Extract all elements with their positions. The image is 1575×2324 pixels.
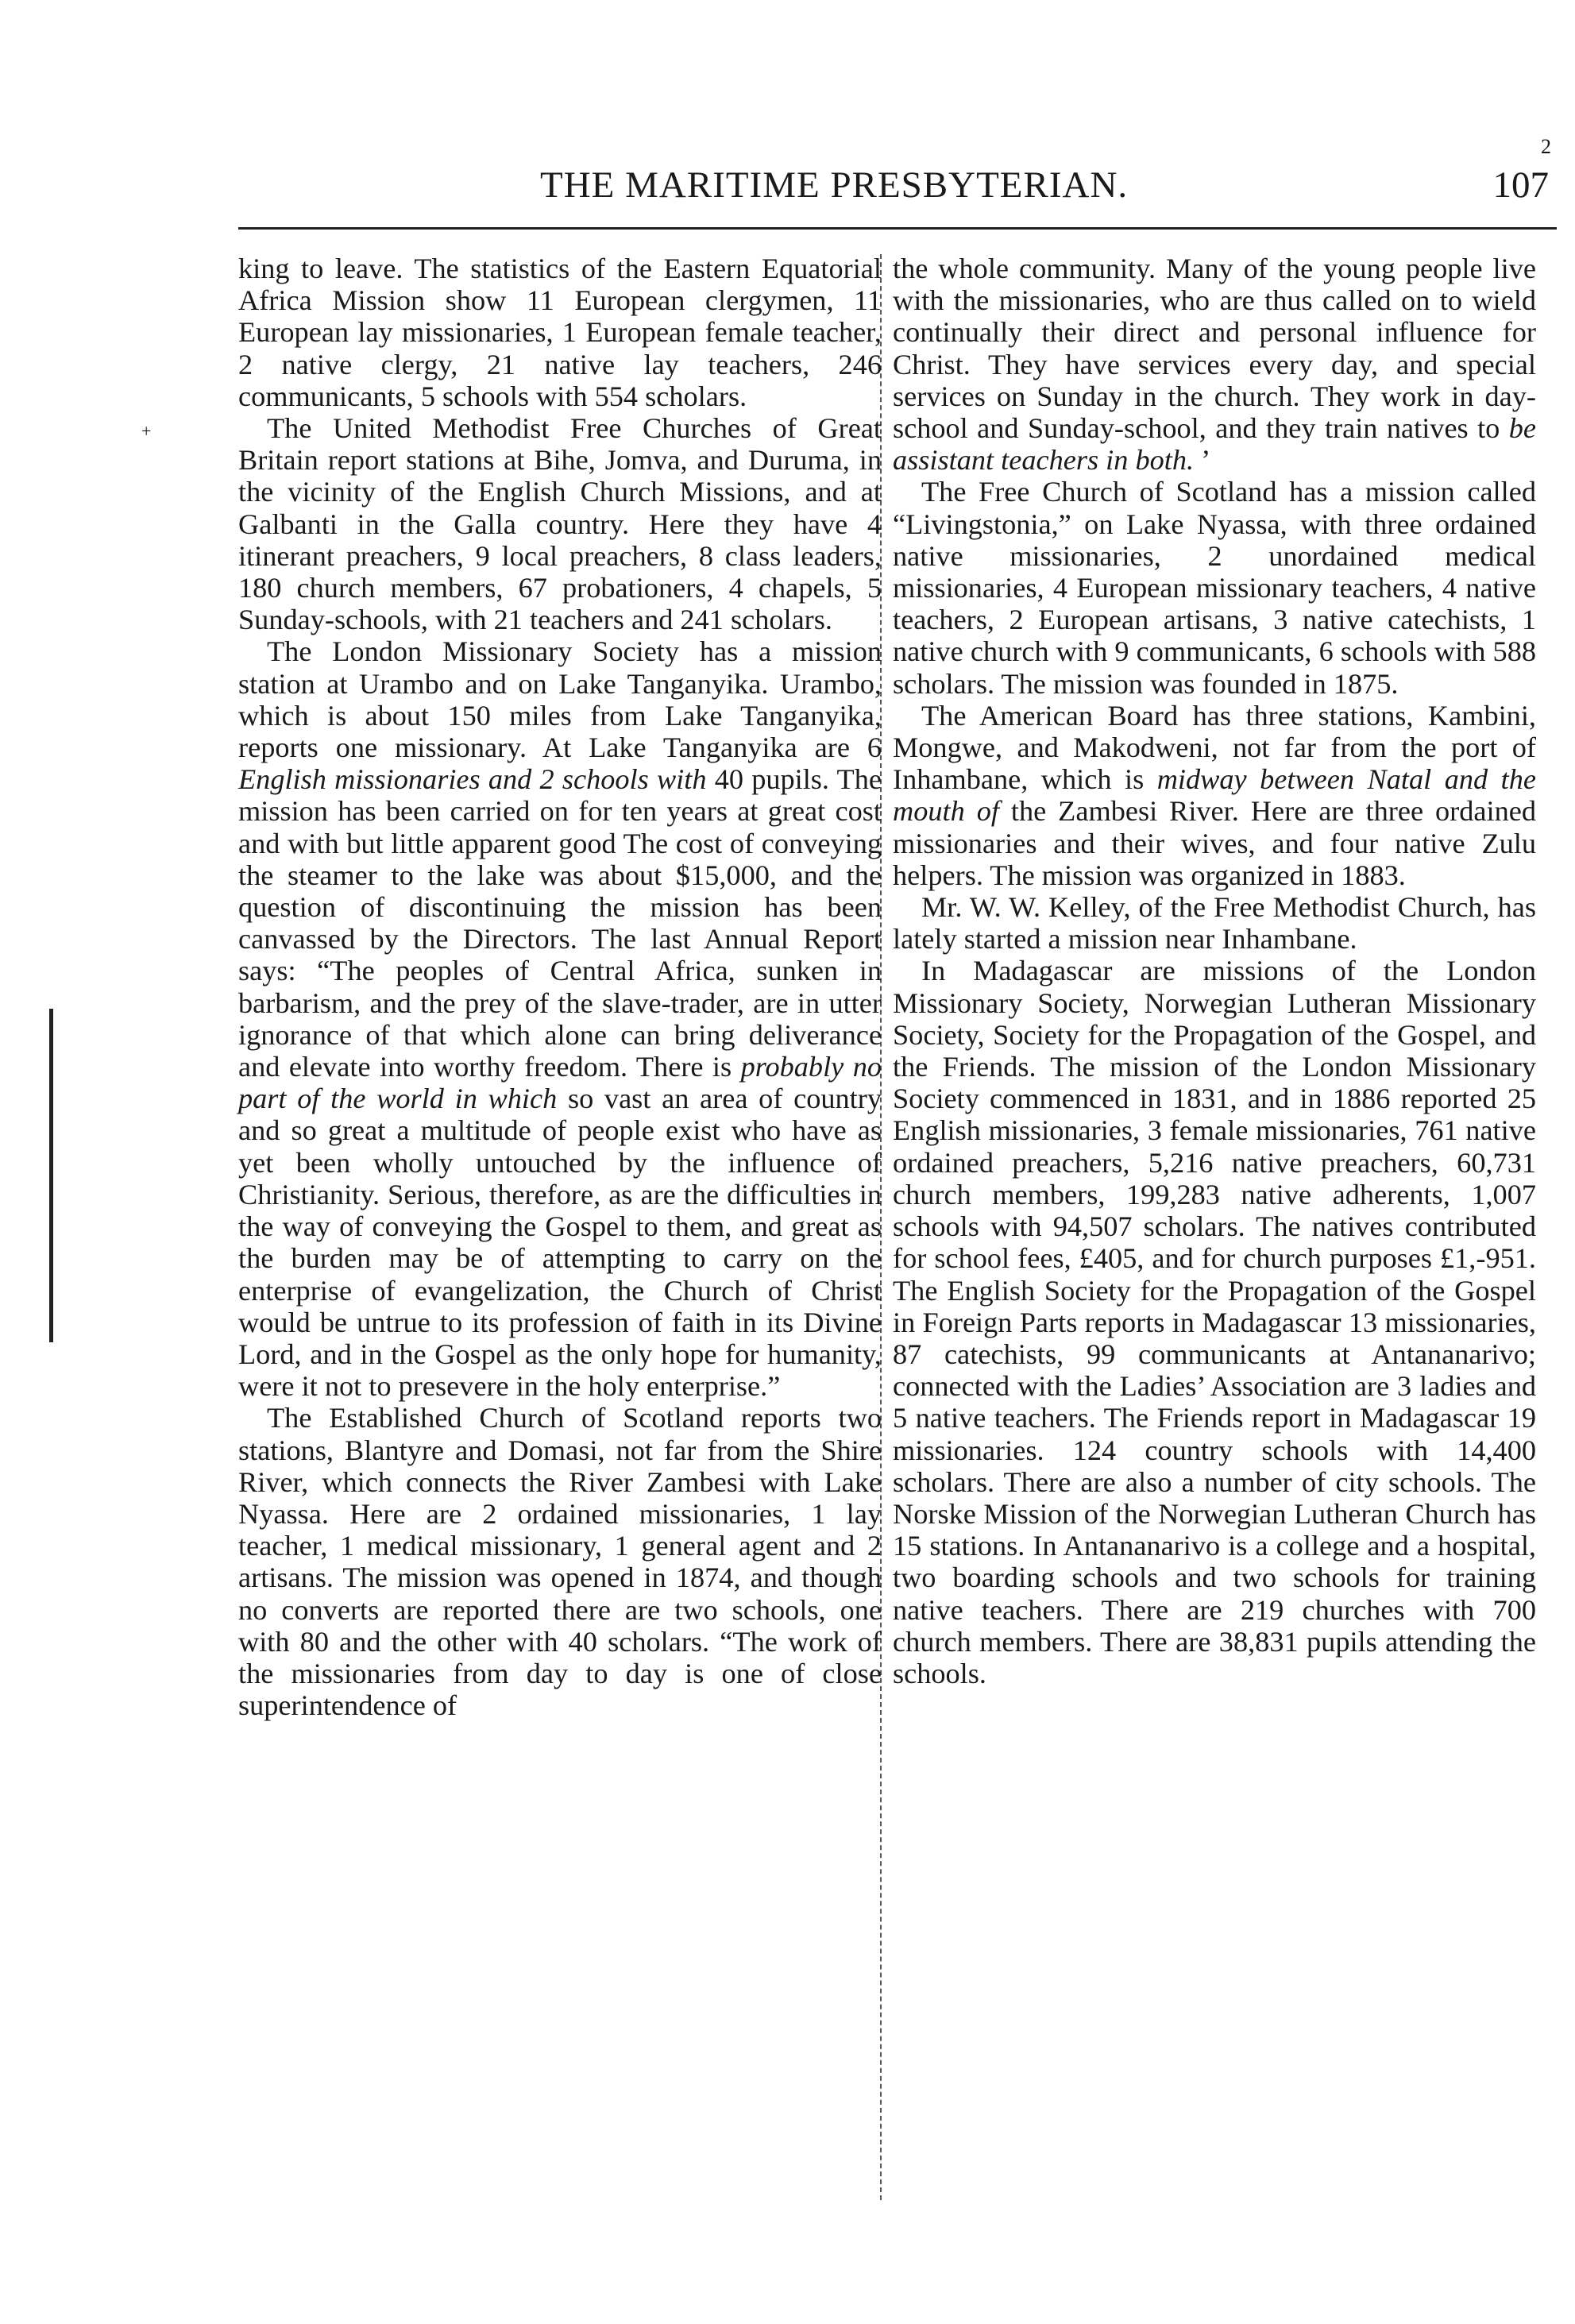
header-rule (238, 227, 1557, 230)
left-column (238, 253, 882, 1721)
text-run: ’ (1194, 444, 1211, 477)
paragraph-london-missionary (238, 635, 882, 1402)
text-run: The London Missionary Society has a mission station at Urambo and on Lake Tanganyika. Urambo, which is about 150 miles from Lake Tanganyika, reports one missionary. At Lake Tanganyika are 6 (238, 635, 882, 764)
italic-run: be assistant teachers in both. (893, 412, 1536, 477)
paragraph-united-methodist: The United Methodist Free Churches of Great Britain report stations at Bihe, Jomva, and Duruma, in the vicinity of the English Church Missions, and at Galbanti in the Galla country. Here they have 4 itinerant preachers, 9 local preachers, 8 class leaders, 180 church members, 67 probationers, 4 chapels, 5 Sunday-schools, with 21 teachers and 241 scholars. (238, 412, 882, 636)
right-column (893, 253, 1536, 1689)
italic-run: midway between Natal and the mouth of (893, 763, 1536, 828)
italic-run: English missionaries and 2 schools with (238, 763, 707, 796)
paragraph-american-board (893, 700, 1536, 891)
text-run: The American Board has three stations, Kambini, Mongwe, and Makodweni, not far from the port of Inhambane, which is (893, 699, 1536, 796)
publication-title: THE MARITIME PRESBYTERIAN. (540, 164, 1129, 206)
paragraph-whole-community (893, 253, 1536, 476)
text-run: 40 pupils. The mission has been carried on for ten years at great cost and with but little apparent good The cost of conveying the steamer to the lake was about $15,000, and the question of discontinuing the mission has been canvassed by the Directors. The last Annual Report says: “The peoples of Central Africa, sunken in barbarism, and the prey of the slave-trader, are in utter ignorance of that which alone can bring deliverance and elevate into worthy freedom. There is (238, 763, 882, 1083)
text-run: so vast an area of country and so great a multitude of people exist who have as yet been wholly untouched by the influence of Christianity. Serious, therefore, as are the difficulties in the way of conveying the Gospel to them, and great as the burden may be of attempting to carry on the enterprise of evangelization, the Church of Christ would be untrue to its profession of faith in its Divine Lord, and in the Gospel as the only hope for humanity, were it not to presevere in the holy enterprise.” (238, 1083, 882, 1403)
stray-mark: + (141, 421, 152, 441)
paragraph-established-church: The Established Church of Scotland reports two stations, Blantyre and Domasi, not far from the Shire River, which connects the River Zambesi with Lake Nyassa. Here are 2 ordained missionaries, 1 lay teacher, 1 medical missionary, 1 general agent and 2 artisans. The mission was opened in 1874, and though no converts are reported there are two schools, one with 80 and the other with 40 scholars. “The work of the missionaries from day to day is one of close superintendence of (238, 1402, 882, 1722)
paragraph-eastern-equatorial: king to leave. The statistics of the Eastern Equatorial Africa Mission show 11 European clergymen, 11 European lay missionaries, 1 European female teacher, 2 native clergy, 21 native lay teachers, 246 communicants, 5 schools with 554 scholars. (238, 253, 882, 412)
text-run: the Zambesi River. Here are three ordained missionaries and their wives, and four native Zulu helpers. The mission was organized in 1883. (893, 795, 1536, 891)
italic-run: probably no part of the world in which (238, 1051, 882, 1115)
paragraph-free-church: The Free Church of Scotland has a mission called “Livingstonia,” on Lake Nyassa, with three ordained native missionaries, 2 unordained medical missionaries, 4 European missionary teachers, 4 native teachers, 2 European artisans, 3 native catechists, 1 native church with 9 communicants, 6 schools with 588 scholars. The mission was founded in 1875. (893, 476, 1536, 700)
margin-line (49, 1009, 53, 1342)
text-run: the whole community. Many of the young people live with the missionaries, who are thus called on to wield continually their direct and personal influence for Christ. They have services every day, and special services on Sunday in the church. They work in day-school and Sunday-school, and they train natives to (893, 253, 1536, 445)
running-header (238, 164, 1549, 211)
paragraph-madagascar: In Madagascar are missions of the London Missionary Society, Norwegian Lutheran Missionary Society, Society for the Propagation of the Gospel, and the Friends. The mission of the London Missionary Society commenced in 1831, and in 1886 reported 25 English missionaries, 3 female missionaries, 761 native ordained preachers, 5,216 native preachers, 60,731 church members, 199,283 native adherents, 1,007 schools with 94,507 scholars. The natives contributed for school fees, £405, and for church purposes £1,-951. The English Society for the Propagation of the Gospel in Foreign Parts reports in Madagascar 13 missionaries, 87 catechists, 99 communicants at Antananarivo; connected with the Ladies’ Association are 3 ladies and 5 native teachers. The Friends report in Madagascar 19 missionaries. 124 country schools with 14,400 scholars. There are also a number of city schools. The Norske Mission of the Norwegian Lutheran Church has 15 stations. In Antananarivo is a college and a hospital, two boarding schools and two schools for training native teachers. There are 219 churches with 700 church members. There are 38,831 pupils attending the schools. (893, 955, 1536, 1689)
paragraph-kelley: Mr. W. W. Kelley, of the Free Methodist Church, has lately started a mission near Inhambane. (893, 891, 1536, 955)
corner-mark: 2 (1541, 135, 1551, 158)
page-number: 107 (1492, 164, 1549, 206)
